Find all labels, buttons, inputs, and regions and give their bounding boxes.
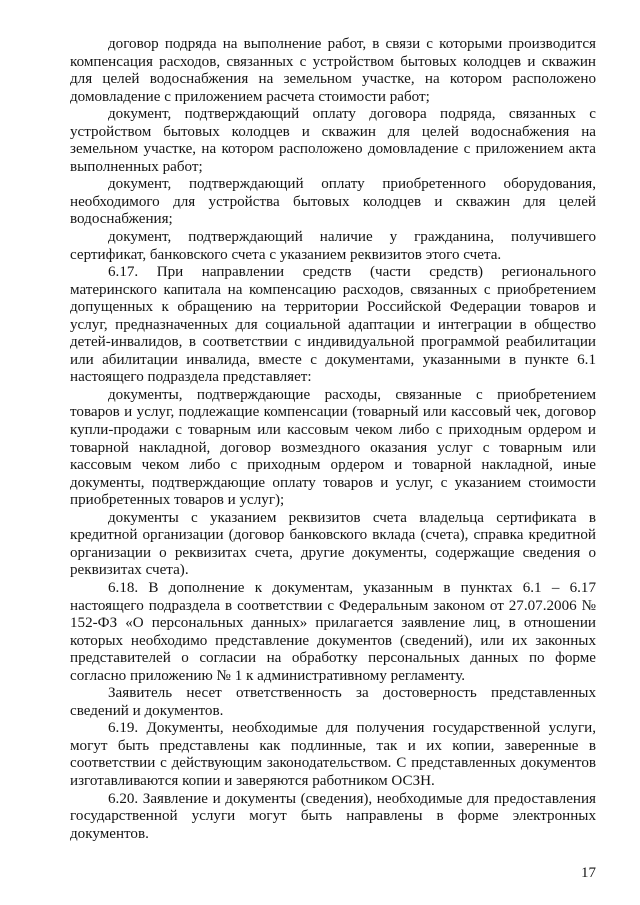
paragraph-expense-documents: документы, подтверждающие расходы, связанные с приобретением товаров и услуг, подлежащие компенсации (товарный или кассовый чек, договор купли-продажи с товарным или кассовым чеком либо с приходным ордером и товарной накладной, договор возмездного оказания услуг с товарным или кассовым чеком либо с приходным ордером и товарной накладной, иные документы, подтверждающие оплату товаров и услуг, с указанием стоимости приобретенных товаров и услуг); bbox=[70, 386, 596, 509]
paragraph-account-details: документы с указанием реквизитов счета владельца сертификата в кредитной организации (договор банковского вклада (счета), справка кредитной организации о реквизитах счета, другие документы, содержащие сведения о реквизитах счета). bbox=[70, 509, 596, 579]
page-number: 17 bbox=[581, 865, 596, 881]
paragraph-6-19: 6.19. Документы, необходимые для получения государственной услуги, могут быть представлены как подлинные, так и их копии, заверенные в соответствии с действующим законодательством. С представленных документов изготавливаются копии и заверяются работником ОСЗН. bbox=[70, 720, 596, 789]
paragraph-payment-contract: документ, подтверждающий оплату договора подряда, связанных с устройством бытовых колодцев и скважин для целей водоснабжения на земельном участке, на котором расположено домовладение с приложением акта выполненных работ; bbox=[70, 106, 596, 175]
paragraph-bank-account: документ, подтверждающий наличие у гражданина, получившего сертификат, банковского счета с указанием реквизитов этого счета. bbox=[70, 229, 596, 263]
paragraph-6-18: 6.18. В дополнение к документам, указанным в пунктах 6.1 – 6.17 настоящего подраздела в соответствии с Федеральным законом от 27.07.2006 № 152-ФЗ «О персональных данных» прилагается заявление лиц, в отношении которых необходимо представление документов (сведений), или их законных представителей о согласии на обработку персональных данных по форме согласно приложению № 1 к административному регламенту. bbox=[70, 579, 596, 684]
paragraph-contract: договор подряда на выполнение работ, в связи с которыми производится компенсация расходов, связанных с устройством бытовых колодцев и скважин для целей водоснабжения на земельном участке, на котором расположено домовладение с приложением расчета стоимости работ; bbox=[70, 36, 596, 105]
paragraph-applicant-responsibility: Заявитель несет ответственность за достоверность представленных сведений и документов. bbox=[70, 685, 596, 719]
document-body bbox=[70, 36, 596, 843]
paragraph-6-17: 6.17. При направлении средств (части средств) регионального материнского капитала на компенсацию расходов, связанных с приобретением допущенных к обращению на территории Российской Федерации товаров и услуг, предназначенных для социальной адаптации и интеграции в общество детей-инвалидов, в соответствии с индивидуальной программой реабилитации или абилитации инвалида, вместе с документами, указанными в пункте 6.1 настоящего подраздела представляет: bbox=[70, 264, 596, 386]
paragraph-6-20: 6.20. Заявление и документы (сведения), необходимые для предоставления государственной услуги могут быть направлены в форме электронных документов. bbox=[70, 790, 596, 842]
paragraph-payment-equipment: документ, подтверждающий оплату приобретенного оборудования, необходимого для устройства бытовых колодцев и скважин для целей водоснабжения; bbox=[70, 176, 596, 228]
